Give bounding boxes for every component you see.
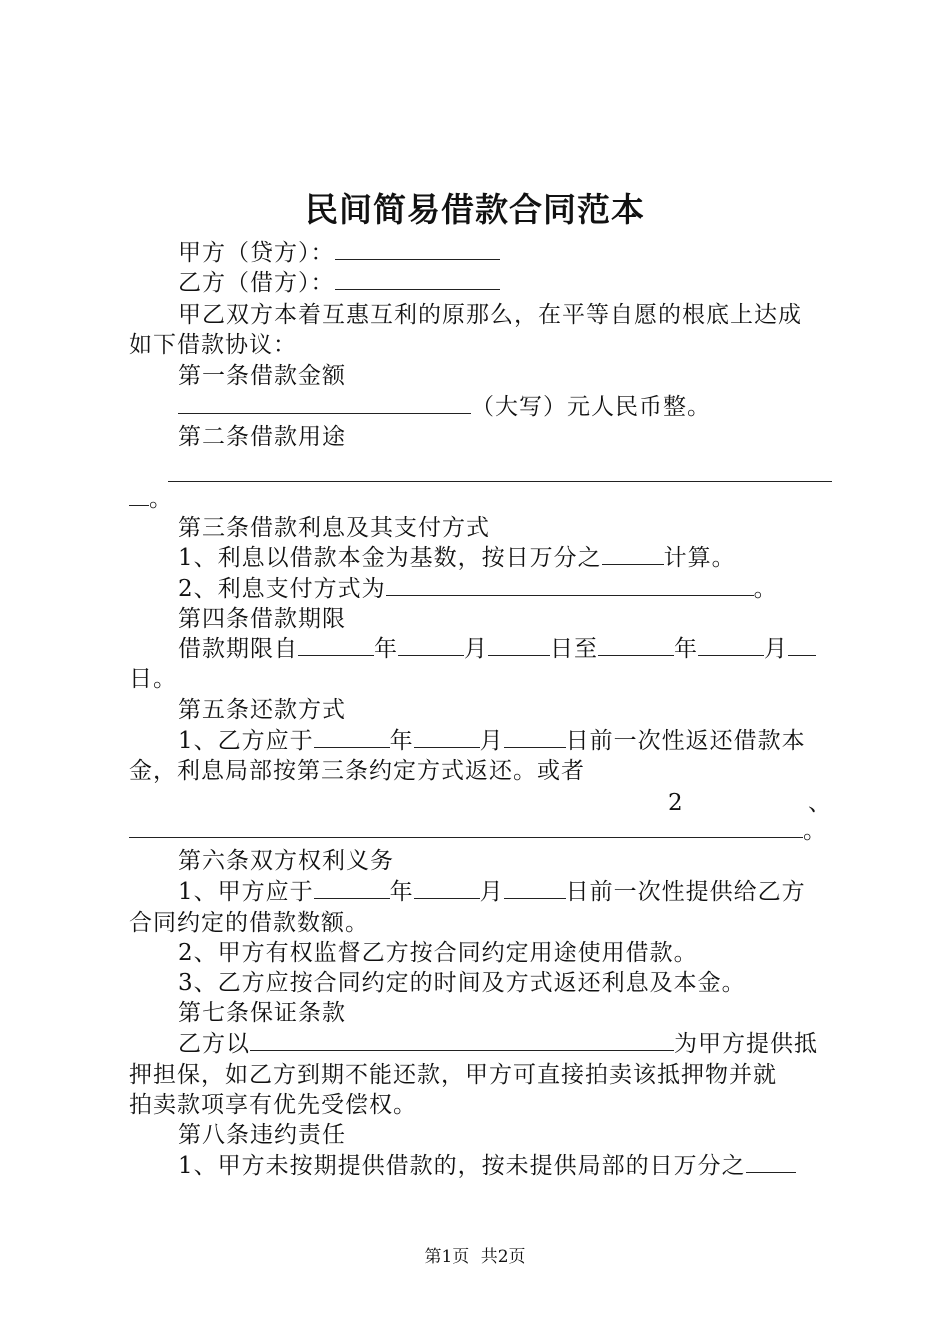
article-1-heading: 第一条借款金额 (178, 363, 346, 389)
loan-purpose-blank-tail[interactable] (129, 485, 149, 506)
interest-rate-blank[interactable] (602, 544, 664, 565)
end-year-blank[interactable] (598, 635, 674, 656)
page-footer (0, 1242, 950, 1267)
loan-purpose-blank[interactable] (168, 461, 832, 482)
article-3-item-1: 1、利息以借款本金为基数，按日万分之 计算。 (178, 545, 736, 571)
article-5-item-2-line: 。 (129, 816, 834, 846)
article-8-item-1: 1、甲方未按期提供借款的，按未提供局部的日万分之 (178, 1151, 834, 1181)
article-2-end-line: 。 (129, 484, 834, 514)
intro-line-1: 甲乙双方本着互惠互利的原那么，在平等自愿的根底上达成 (178, 302, 802, 328)
page-number: 第1页 (424, 1247, 470, 1267)
start-day-blank[interactable] (488, 635, 550, 656)
repay-year-blank[interactable] (314, 727, 390, 748)
intro-line-2: 如下借款协议： (129, 332, 297, 358)
start-month-blank[interactable] (398, 635, 464, 656)
article-5-item-1: 1、乙方应于 年 月 日前一次性返还借款本 (178, 728, 806, 754)
end-day-blank[interactable] (788, 635, 816, 656)
penalty-rate-blank[interactable] (746, 1152, 796, 1173)
article-4-period-line: 借款期限自 年 月 日至 年 月 (178, 634, 834, 664)
article-7-line-1: 乙方以 为甲方提供抵 (178, 1031, 818, 1057)
article-2-heading: 第二条借款用途 (178, 424, 346, 450)
provide-month-blank[interactable] (414, 878, 480, 899)
repay-month-blank[interactable] (414, 727, 480, 748)
article-3-heading: 第三条借款利息及其支付方式 (178, 515, 490, 541)
party-a-line: 甲方（贷方）： (178, 238, 834, 268)
party-b-blank[interactable] (335, 269, 500, 290)
party-a-blank[interactable] (335, 239, 500, 260)
provide-day-blank[interactable] (504, 878, 566, 899)
article-4-end-line: 日。 (129, 666, 177, 692)
article-5-item-1-cont: 金，利息局部按第三条约定方式返还。或者 (129, 758, 585, 784)
article-3-item-2: 2、利息支付方式为 。 (178, 576, 778, 602)
article-1-amount-line: （大写）元人民币整。 (178, 392, 834, 422)
article-5-heading: 第五条还款方式 (178, 697, 346, 723)
loan-amount-blank[interactable] (178, 393, 471, 414)
article-7-heading: 第七条保证条款 (178, 1000, 346, 1026)
total-pages: 共2页 (480, 1247, 526, 1267)
repay-day-blank[interactable] (504, 727, 566, 748)
end-month-blank[interactable] (698, 635, 764, 656)
article-6-heading: 第六条双方权利义务 (178, 848, 394, 874)
article-6-item-2: 2、甲方有权监督乙方按合同约定用途使用借款。 (178, 940, 698, 966)
collateral-blank[interactable] (250, 1030, 674, 1051)
provide-year-blank[interactable] (314, 878, 390, 899)
article-5-item-2-comma: 、 (808, 790, 832, 816)
article-6-item-1: 1、甲方应于 年 月 日前一次性提供给乙方 (178, 879, 806, 905)
article-7-line-3: 拍卖款项享有优先受偿权。 (129, 1092, 417, 1118)
article-8-heading: 第八条违约责任 (178, 1122, 346, 1148)
article-6-item-1-cont: 合同约定的借款数额。 (129, 910, 369, 936)
repay-alt-blank[interactable] (129, 817, 803, 838)
article-5-item-2-number: 2 (668, 790, 684, 816)
article-6-item-3: 3、乙方应按合同约定的时间及方式返还利息及本金。 (178, 970, 746, 996)
article-7-line-2: 押担保，如乙方到期不能还款，甲方可直接拍卖该抵押物并就 (129, 1062, 777, 1088)
document-title: 民间简易借款合同范本 (305, 190, 645, 229)
interest-payment-blank[interactable] (386, 575, 754, 596)
party-b-line: 乙方（借方）： (178, 268, 834, 298)
article-4-heading: 第四条借款期限 (178, 606, 346, 632)
start-year-blank[interactable] (298, 635, 374, 656)
